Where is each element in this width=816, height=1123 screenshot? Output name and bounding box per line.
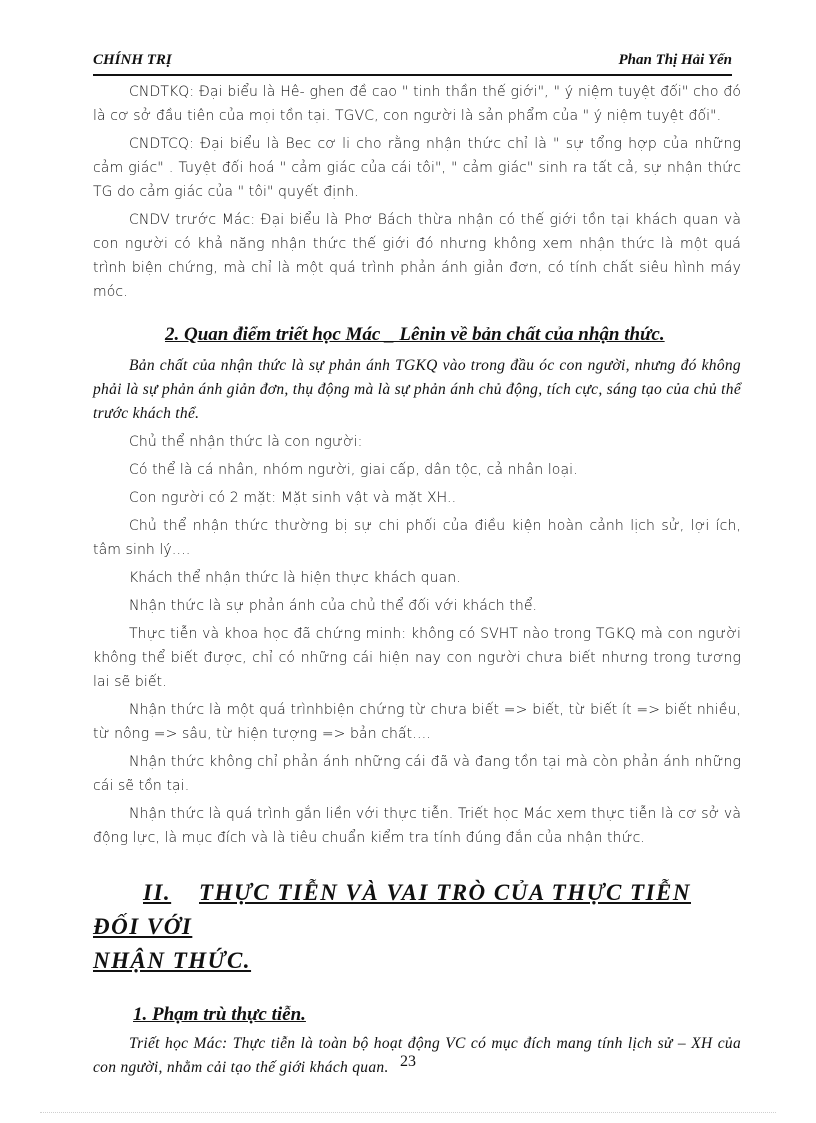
section-ii-number: II. xyxy=(143,880,172,905)
page-header xyxy=(93,50,732,76)
section-ii-heading xyxy=(93,876,741,978)
header-subject: CHÍNH TRỊ xyxy=(93,52,172,68)
paragraph: Chủ thể nhận thức là con người: xyxy=(129,434,363,450)
page-bottom-divider xyxy=(40,1112,776,1113)
paragraph: Nhận thức không chỉ phản ánh những cái đã và đang tồn tại mà còn phản ánh những cái sẽ tồn tại. xyxy=(93,754,741,794)
section-2-intro: Bản chất của nhận thức là sự phản ánh TGKQ vào trong đầu óc con người, nhưng đó không phải là sự phản ánh giản đơn, thụ động mà là sự phản ánh chủ động, tích cực, sáng tạo của chủ thể trước khách thể. xyxy=(93,357,741,422)
paragraph: Khách thể nhận thức là hiện thực khách quan. xyxy=(129,570,461,586)
section-ii-title-line1: THỰC TIỄN VÀ VAI TRÒ CỦA THỰC TIỄN ĐỐI VỚI xyxy=(93,880,691,939)
page-number: 23 xyxy=(400,1053,416,1070)
paragraph: Nhận thức là sự phản ánh của chủ thể đối với khách thể. xyxy=(129,598,538,614)
paragraph-cndv: CNDV trước Mác: Đại biểu là Phơ Bách thừa nhận có thế giới tồn tại khách quan và con người có khả năng nhận thức thế giới đó nhưng không xem nhận thức là một quá trình biện chứng, mà chỉ là một quá trình phản ánh giản đơn, có tính chất siêu hình máy móc. xyxy=(93,212,741,300)
section-2-heading: 2. Quan điểm triết học Mác _ Lênin về bản chất của nhận thức. xyxy=(165,324,665,345)
subsection-1-text: Triết học Mác: Thực tiễn là toàn bộ hoạt động VC có mục đích mang tính lịch sử – XH của con người, nhằm cải tạo thế giới khách quan. xyxy=(93,1035,741,1076)
header-author: Phan Thị Hải Yến xyxy=(618,52,732,68)
paragraph: Con người có 2 mặt: Mặt sinh vật và mặt XH.. xyxy=(129,490,457,506)
page-content xyxy=(93,80,741,1084)
paragraph: Nhận thức là một quá trìnhbiện chứng từ chưa biết => biết, từ biết ít => biết nhiều, từ nông => sâu, từ hiện tượng => bản chất…. xyxy=(93,702,741,742)
paragraph: Chủ thể nhận thức thường bị sự chi phối của điều kiện hoàn cảnh lịch sử, lợi ích, tâm sinh lý…. xyxy=(93,518,741,558)
paragraph-cndtcq: CNDTCQ: Đại biểu là Bec cơ li cho rằng nhận thức chỉ là " sự tổng hợp của những cảm giác" . Tuyệt đối hoá " cảm giác của cái tôi", " cảm giác" sinh ra tất cả, sự nhận thức TG do cảm giác của " tôi" quyết định. xyxy=(93,136,741,200)
section-ii-title-line2: NHẬN THỨC. xyxy=(93,948,252,973)
subsection-1-heading: 1. Phạm trù thực tiễn. xyxy=(133,1004,306,1025)
paragraph: Nhận thức là quá trình gắn liền với thực tiễn. Triết học Mác xem thực tiễn là cơ sở và động lực, là mục đích và là tiêu chuẩn kiểm tra tính đúng đắn của nhận thức. xyxy=(93,806,741,846)
paragraph: Có thể là cá nhân, nhóm người, giai cấp, dân tộc, cả nhân loại. xyxy=(129,462,578,478)
paragraph: Thực tiễn và khoa học đã chứng minh: không có SVHT nào trong TGKQ mà con người không thể biết được, chỉ có những cái hiện nay con người chưa biết nhưng trong tương lai sẽ biết. xyxy=(93,626,741,690)
paragraph-cndtkq: CNDTKQ: Đại biểu là Hê- ghen đề cao " tinh thần thế giới", " ý niệm tuyệt đối" cho đó là cơ sở đầu tiên của mọi tồn tại. TGVC, con người là sản phẩm của " ý niệm tuyệt đối". xyxy=(93,84,741,124)
